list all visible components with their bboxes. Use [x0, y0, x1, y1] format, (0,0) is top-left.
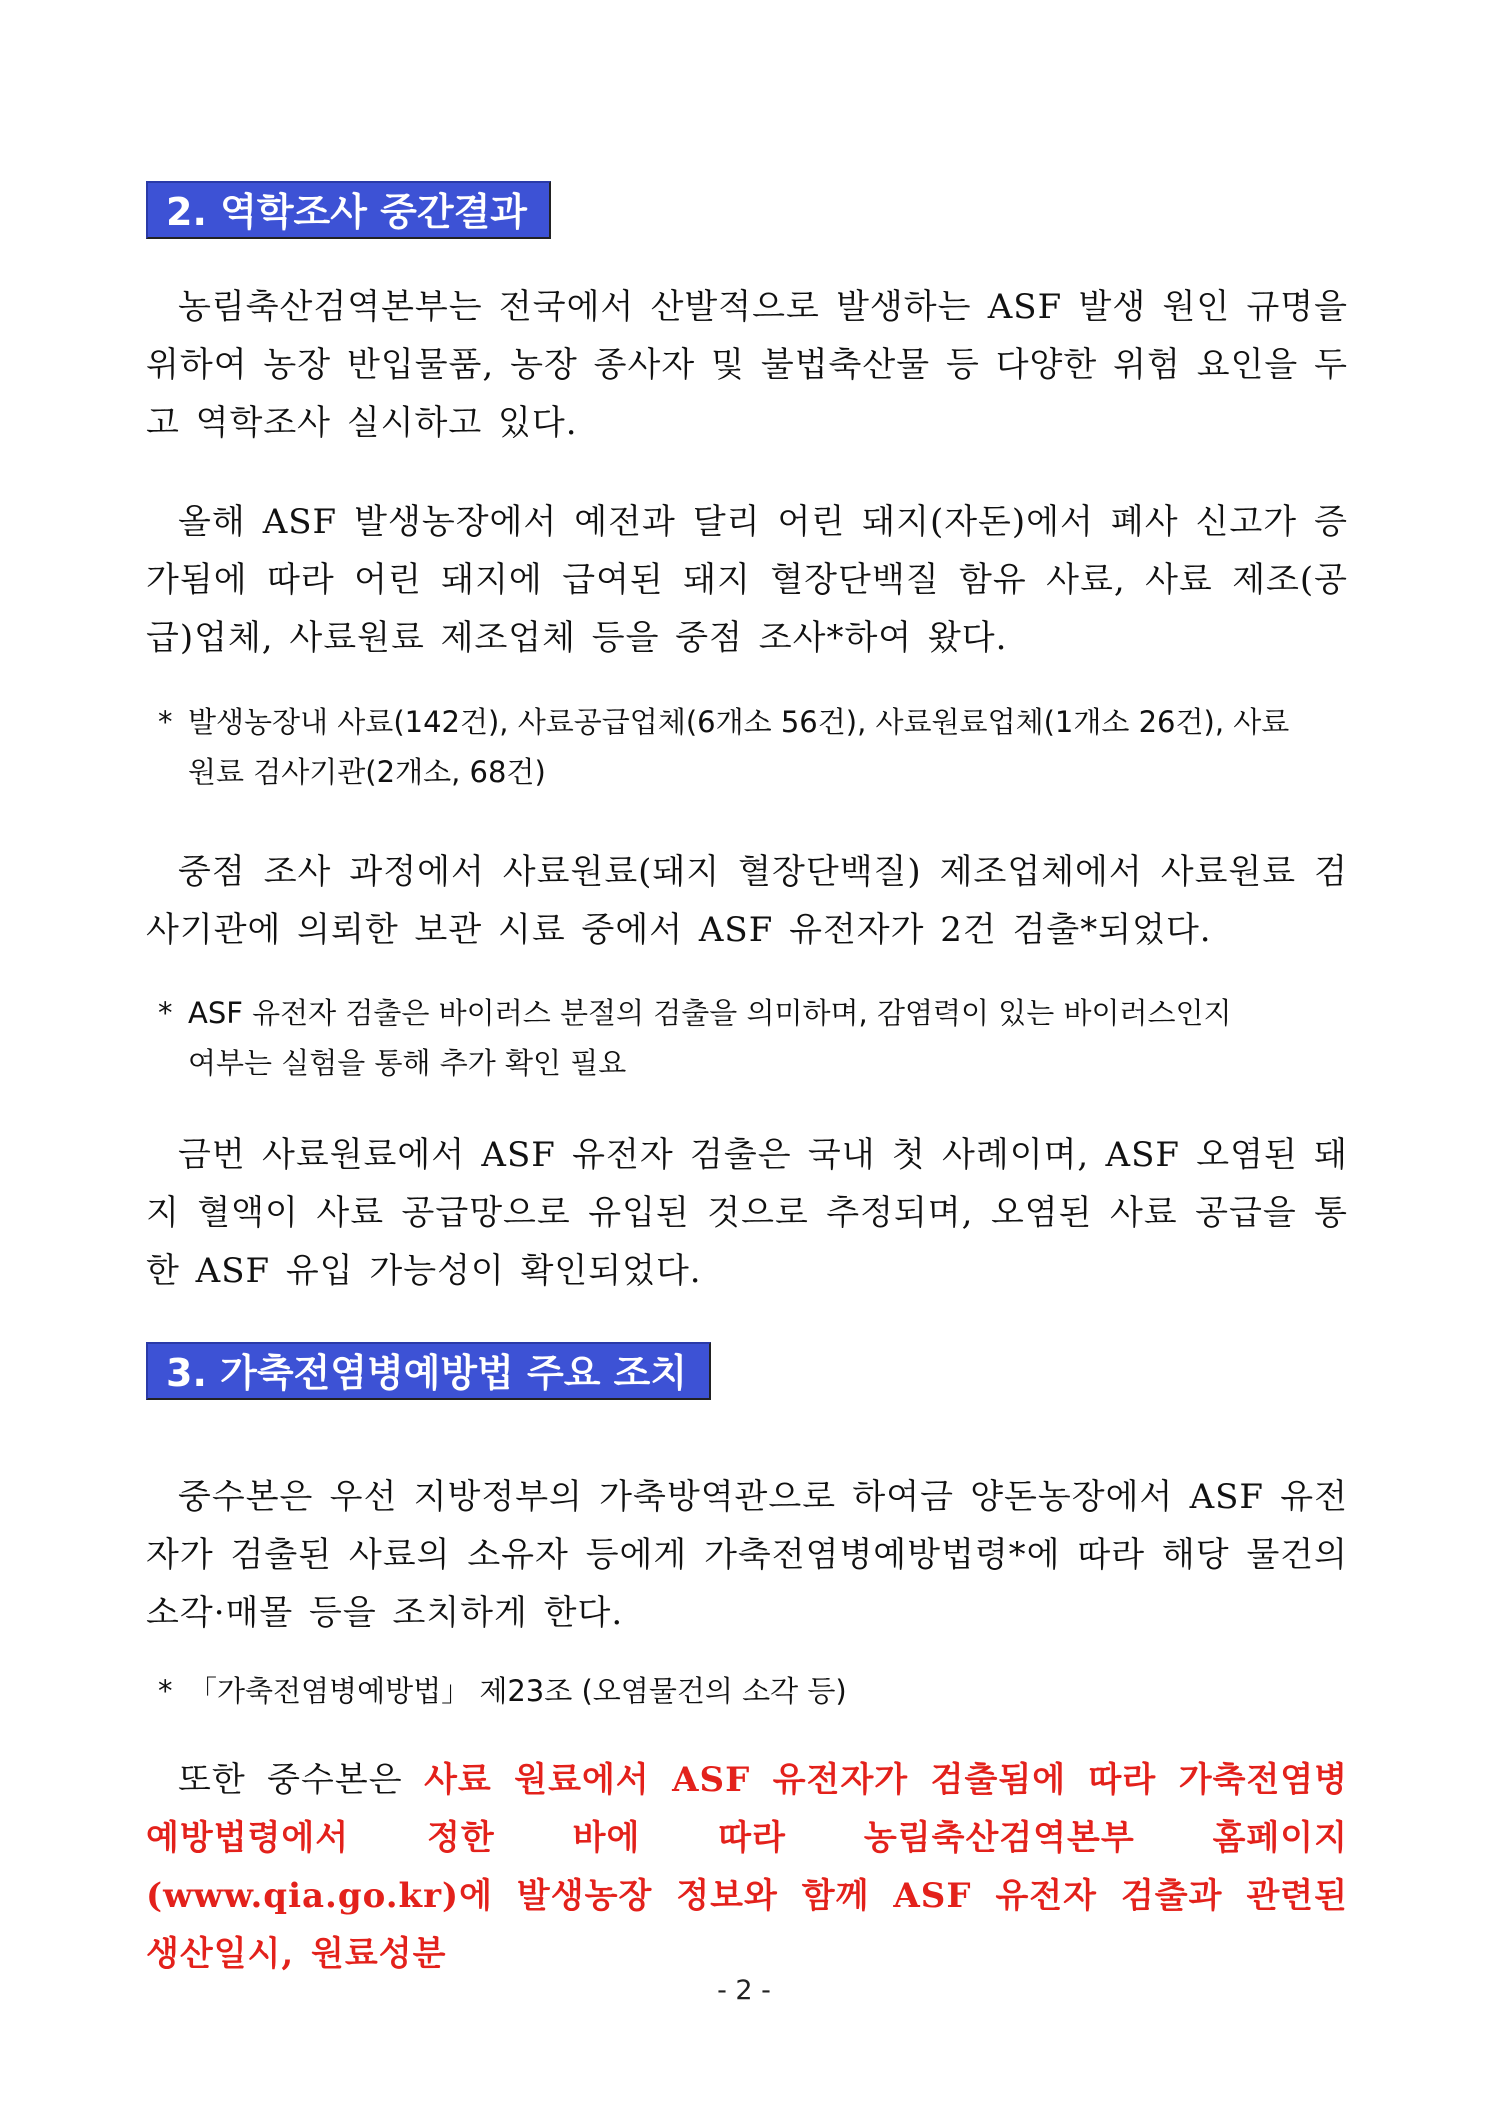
page-number: - 2 -	[717, 1975, 771, 2006]
section-2-footnote-1: * 발생농장내 사료(142건), 사료공급업체(6개소 56건), 사료원료업체(1개소 26건), 사료 원료 검사기관(2개소, 68건)	[158, 705, 1290, 789]
section-2-heading: 2. 역학조사 중간결과	[146, 181, 551, 239]
emphasis-text: 사료 원료에서 ASF 유전자가 검출됨에 따라 가축전염병 예방법령에서 정한 바에 따라 농림축산검역본부 홈페이지(www.qia.go.kr)에 발생농장 정보와 함께 ASF 유전자 검출과 관련된 생산일시, 원료성분	[146, 1760, 1348, 1974]
section-2-paragraph-2: 올해 ASF 발생농장에서 예전과 달리 어린 돼지(자돈)에서 폐사 신고가 증가됨에 따라 어린 돼지에 급여된 돼지 혈장단백질 함유 사료, 사료 제조(공급)업체, 사료원료 제조업체 등을 중점 조사*하여 왔다.	[146, 502, 1348, 658]
section-2-paragraph-1: 농림축산검역본부는 전국에서 산발적으로 발생하는 ASF 발생 원인 규명을 위하여 농장 반입물품, 농장 종사자 및 불법축산물 등 다양한 위험 요인을 두고 역학조사 실시하고 있다.	[146, 287, 1348, 443]
section-3-paragraph-2: 또한 중수본은 사료 원료에서 ASF 유전자가 검출됨에 따라 가축전염병 예방법령에서 정한 바에 따라 농림축산검역본부 홈페이지(www.qia.go.kr)에 발생농장 정보와 함께 ASF 유전자 검출과 관련된 생산일시, 원료성분	[146, 1760, 1348, 1974]
section-3-paragraph-1: 중수본은 우선 지방정부의 가축방역관으로 하여금 양돈농장에서 ASF 유전자가 검출된 사료의 소유자 등에게 가축전염병예방법령*에 따라 해당 물건의 소각·매몰 등을 조치하게 한다.	[146, 1477, 1348, 1633]
section-3-footnote-1: * 「가축전염병예방법」 제23조 (오염물건의 소각 등)	[158, 1674, 847, 1708]
section-2-paragraph-4: 금번 사료원료에서 ASF 유전자 검출은 국내 첫 사례이며, ASF 오염된 돼지 혈액이 사료 공급망으로 유입된 것으로 추정되며, 오염된 사료 공급을 통한 ASF 유입 가능성이 확인되었다.	[146, 1135, 1348, 1291]
section-2-footnote-2: * ASF 유전자 검출은 바이러스 분절의 검출을 의미하며, 감염력이 있는 바이러스인지 여부는 실험을 통해 추가 확인 필요	[158, 996, 1232, 1080]
section-3-heading: 3. 가축전염병예방법 주요 조치	[146, 1342, 711, 1400]
section-2-paragraph-3: 중점 조사 과정에서 사료원료(돼지 혈장단백질) 제조업체에서 사료원료 검사기관에 의뢰한 보관 시료 중에서 ASF 유전자가 2건 검출*되었다.	[146, 852, 1348, 950]
